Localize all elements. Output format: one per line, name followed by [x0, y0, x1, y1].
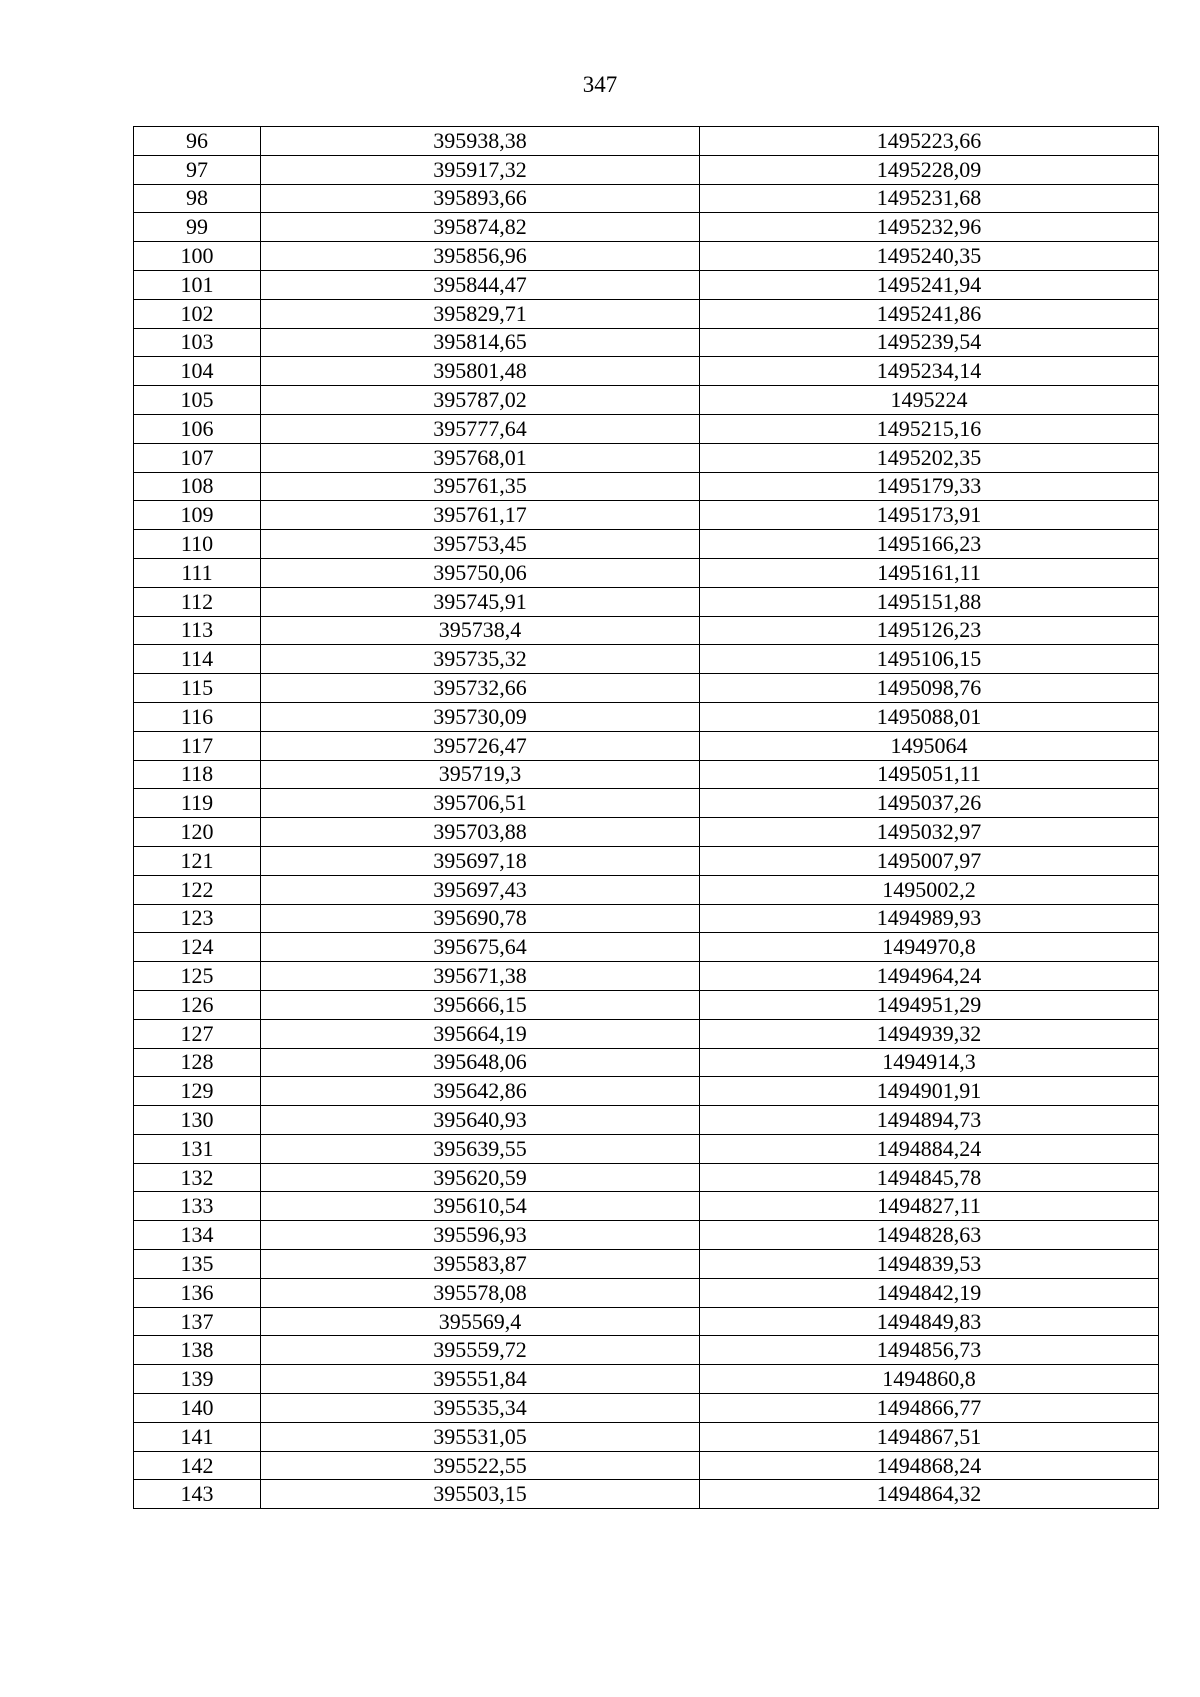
x-coordinate-cell: 395753,45 — [261, 530, 700, 559]
point-number-cell: 119 — [134, 789, 261, 818]
y-coordinate-cell: 1495224 — [700, 386, 1159, 415]
table-row — [134, 184, 1159, 213]
y-coordinate-cell: 1495241,94 — [700, 270, 1159, 299]
y-coordinate-cell: 1495098,76 — [700, 674, 1159, 703]
y-coordinate-cell: 1495234,14 — [700, 357, 1159, 386]
x-coordinate-cell: 395703,88 — [261, 818, 700, 847]
table-row — [134, 904, 1159, 933]
point-number-cell: 109 — [134, 501, 261, 530]
point-number-cell: 121 — [134, 846, 261, 875]
y-coordinate-cell: 1494989,93 — [700, 904, 1159, 933]
y-coordinate-cell: 1494839,53 — [700, 1250, 1159, 1279]
point-number-cell: 114 — [134, 645, 261, 674]
y-coordinate-cell: 1495106,15 — [700, 645, 1159, 674]
x-coordinate-cell: 395697,43 — [261, 875, 700, 904]
table-row — [134, 1365, 1159, 1394]
y-coordinate-cell: 1495151,88 — [700, 587, 1159, 616]
point-number-cell: 110 — [134, 530, 261, 559]
table-row — [134, 501, 1159, 530]
y-coordinate-cell: 1495202,35 — [700, 443, 1159, 472]
table-row — [134, 875, 1159, 904]
point-number-cell: 127 — [134, 1019, 261, 1048]
x-coordinate-cell: 395531,05 — [261, 1422, 700, 1451]
point-number-cell: 125 — [134, 962, 261, 991]
table-row — [134, 760, 1159, 789]
table-row — [134, 1422, 1159, 1451]
y-coordinate-cell: 1494827,11 — [700, 1192, 1159, 1221]
table-row — [134, 558, 1159, 587]
x-coordinate-cell: 395844,47 — [261, 270, 700, 299]
table-row — [134, 789, 1159, 818]
table-row — [134, 587, 1159, 616]
point-number-cell: 108 — [134, 472, 261, 501]
table-row — [134, 213, 1159, 242]
x-coordinate-cell: 395719,3 — [261, 760, 700, 789]
table-row — [134, 702, 1159, 731]
table-row — [134, 530, 1159, 559]
x-coordinate-cell: 395730,09 — [261, 702, 700, 731]
x-coordinate-cell: 395535,34 — [261, 1394, 700, 1423]
table-row — [134, 933, 1159, 962]
point-number-cell: 101 — [134, 270, 261, 299]
point-number-cell: 120 — [134, 818, 261, 847]
x-coordinate-cell: 395829,71 — [261, 299, 700, 328]
point-number-cell: 115 — [134, 674, 261, 703]
table-row — [134, 1163, 1159, 1192]
y-coordinate-cell: 1495215,16 — [700, 414, 1159, 443]
x-coordinate-cell: 395745,91 — [261, 587, 700, 616]
page-number: 347 — [582, 72, 618, 97]
point-number-cell: 96 — [134, 127, 261, 156]
y-coordinate-cell: 1494901,91 — [700, 1077, 1159, 1106]
x-coordinate-cell: 395583,87 — [261, 1250, 700, 1279]
point-number-cell: 116 — [134, 702, 261, 731]
y-coordinate-cell: 1495173,91 — [700, 501, 1159, 530]
x-coordinate-cell: 395503,15 — [261, 1480, 700, 1509]
y-coordinate-cell: 1494970,8 — [700, 933, 1159, 962]
table-row — [134, 846, 1159, 875]
y-coordinate-cell: 1494884,24 — [700, 1134, 1159, 1163]
y-coordinate-cell: 1495007,97 — [700, 846, 1159, 875]
point-number-cell: 112 — [134, 587, 261, 616]
x-coordinate-cell: 395610,54 — [261, 1192, 700, 1221]
point-number-cell: 104 — [134, 357, 261, 386]
y-coordinate-cell: 1495161,11 — [700, 558, 1159, 587]
point-number-cell: 98 — [134, 184, 261, 213]
table-row — [134, 386, 1159, 415]
point-number-cell: 128 — [134, 1048, 261, 1077]
table-row — [134, 1134, 1159, 1163]
point-number-cell: 103 — [134, 328, 261, 357]
y-coordinate-cell: 1495064 — [700, 731, 1159, 760]
table-row — [134, 990, 1159, 1019]
point-number-cell: 135 — [134, 1250, 261, 1279]
x-coordinate-cell: 395596,93 — [261, 1221, 700, 1250]
y-coordinate-cell: 1494914,3 — [700, 1048, 1159, 1077]
table-row — [134, 1451, 1159, 1480]
y-coordinate-cell: 1495166,23 — [700, 530, 1159, 559]
y-coordinate-cell: 1495179,33 — [700, 472, 1159, 501]
point-number-cell: 139 — [134, 1365, 261, 1394]
x-coordinate-cell: 395640,93 — [261, 1106, 700, 1135]
table-row — [134, 818, 1159, 847]
x-coordinate-cell: 395856,96 — [261, 242, 700, 271]
point-number-cell: 118 — [134, 760, 261, 789]
x-coordinate-cell: 395938,38 — [261, 127, 700, 156]
point-number-cell: 143 — [134, 1480, 261, 1509]
table-row — [134, 674, 1159, 703]
x-coordinate-cell: 395706,51 — [261, 789, 700, 818]
point-number-cell: 100 — [134, 242, 261, 271]
y-coordinate-cell: 1494951,29 — [700, 990, 1159, 1019]
point-number-cell: 131 — [134, 1134, 261, 1163]
x-coordinate-cell: 395750,06 — [261, 558, 700, 587]
point-number-cell: 133 — [134, 1192, 261, 1221]
x-coordinate-cell: 395874,82 — [261, 213, 700, 242]
x-coordinate-cell: 395761,17 — [261, 501, 700, 530]
x-coordinate-cell: 395559,72 — [261, 1336, 700, 1365]
x-coordinate-cell: 395639,55 — [261, 1134, 700, 1163]
table-row — [134, 1192, 1159, 1221]
y-coordinate-cell: 1494939,32 — [700, 1019, 1159, 1048]
y-coordinate-cell: 1495232,96 — [700, 213, 1159, 242]
table-row — [134, 1221, 1159, 1250]
point-number-cell: 117 — [134, 731, 261, 760]
point-number-cell: 122 — [134, 875, 261, 904]
table-row — [134, 357, 1159, 386]
y-coordinate-cell: 1495002,2 — [700, 875, 1159, 904]
table-row — [134, 328, 1159, 357]
x-coordinate-cell: 395768,01 — [261, 443, 700, 472]
x-coordinate-cell: 395761,35 — [261, 472, 700, 501]
x-coordinate-cell: 395697,18 — [261, 846, 700, 875]
y-coordinate-cell: 1495240,35 — [700, 242, 1159, 271]
point-number-cell: 141 — [134, 1422, 261, 1451]
table-row — [134, 1278, 1159, 1307]
point-number-cell: 102 — [134, 299, 261, 328]
y-coordinate-cell: 1495239,54 — [700, 328, 1159, 357]
point-number-cell: 129 — [134, 1077, 261, 1106]
x-coordinate-cell: 395671,38 — [261, 962, 700, 991]
table-row — [134, 414, 1159, 443]
table-row — [134, 1336, 1159, 1365]
table-row — [134, 616, 1159, 645]
y-coordinate-cell: 1494964,24 — [700, 962, 1159, 991]
table-row — [134, 472, 1159, 501]
x-coordinate-cell: 395620,59 — [261, 1163, 700, 1192]
coordinates-table — [133, 126, 1159, 1509]
table-row — [134, 1048, 1159, 1077]
table-row — [134, 443, 1159, 472]
x-coordinate-cell: 395893,66 — [261, 184, 700, 213]
point-number-cell: 136 — [134, 1278, 261, 1307]
y-coordinate-cell: 1494868,24 — [700, 1451, 1159, 1480]
y-coordinate-cell: 1494842,19 — [700, 1278, 1159, 1307]
table-row — [134, 1394, 1159, 1423]
table-row — [134, 1480, 1159, 1509]
point-number-cell: 97 — [134, 155, 261, 184]
y-coordinate-cell: 1494866,77 — [700, 1394, 1159, 1423]
point-number-cell: 106 — [134, 414, 261, 443]
point-number-cell: 138 — [134, 1336, 261, 1365]
x-coordinate-cell: 395738,4 — [261, 616, 700, 645]
x-coordinate-cell: 395675,64 — [261, 933, 700, 962]
table-row — [134, 1307, 1159, 1336]
table-row — [134, 1106, 1159, 1135]
y-coordinate-cell: 1494894,73 — [700, 1106, 1159, 1135]
table-row — [134, 1077, 1159, 1106]
x-coordinate-cell: 395642,86 — [261, 1077, 700, 1106]
x-coordinate-cell: 395522,55 — [261, 1451, 700, 1480]
point-number-cell: 113 — [134, 616, 261, 645]
y-coordinate-cell: 1495051,11 — [700, 760, 1159, 789]
point-number-cell: 142 — [134, 1451, 261, 1480]
point-number-cell: 107 — [134, 443, 261, 472]
point-number-cell: 123 — [134, 904, 261, 933]
point-number-cell: 132 — [134, 1163, 261, 1192]
y-coordinate-cell: 1494849,83 — [700, 1307, 1159, 1336]
x-coordinate-cell: 395666,15 — [261, 990, 700, 1019]
y-coordinate-cell: 1494828,63 — [700, 1221, 1159, 1250]
point-number-cell: 137 — [134, 1307, 261, 1336]
y-coordinate-cell: 1495126,23 — [700, 616, 1159, 645]
y-coordinate-cell: 1494856,73 — [700, 1336, 1159, 1365]
table-row — [134, 242, 1159, 271]
x-coordinate-cell: 395569,4 — [261, 1307, 700, 1336]
y-coordinate-cell: 1494860,8 — [700, 1365, 1159, 1394]
y-coordinate-cell: 1495228,09 — [700, 155, 1159, 184]
x-coordinate-cell: 395578,08 — [261, 1278, 700, 1307]
table-row — [134, 1250, 1159, 1279]
coordinates-table-body — [134, 127, 1159, 1509]
x-coordinate-cell: 395801,48 — [261, 357, 700, 386]
point-number-cell: 105 — [134, 386, 261, 415]
table-row — [134, 127, 1159, 156]
y-coordinate-cell: 1495088,01 — [700, 702, 1159, 731]
x-coordinate-cell: 395726,47 — [261, 731, 700, 760]
table-row — [134, 1019, 1159, 1048]
x-coordinate-cell: 395732,66 — [261, 674, 700, 703]
y-coordinate-cell: 1494845,78 — [700, 1163, 1159, 1192]
y-coordinate-cell: 1495037,26 — [700, 789, 1159, 818]
table-row — [134, 645, 1159, 674]
x-coordinate-cell: 395551,84 — [261, 1365, 700, 1394]
y-coordinate-cell: 1495223,66 — [700, 127, 1159, 156]
point-number-cell: 130 — [134, 1106, 261, 1135]
y-coordinate-cell: 1495032,97 — [700, 818, 1159, 847]
table-row — [134, 155, 1159, 184]
table-row — [134, 299, 1159, 328]
point-number-cell: 124 — [134, 933, 261, 962]
table-row — [134, 270, 1159, 299]
x-coordinate-cell: 395648,06 — [261, 1048, 700, 1077]
y-coordinate-cell: 1494867,51 — [700, 1422, 1159, 1451]
x-coordinate-cell: 395735,32 — [261, 645, 700, 674]
y-coordinate-cell: 1495241,86 — [700, 299, 1159, 328]
table-row — [134, 731, 1159, 760]
x-coordinate-cell: 395664,19 — [261, 1019, 700, 1048]
point-number-cell: 126 — [134, 990, 261, 1019]
point-number-cell: 111 — [134, 558, 261, 587]
y-coordinate-cell: 1495231,68 — [700, 184, 1159, 213]
x-coordinate-cell: 395777,64 — [261, 414, 700, 443]
x-coordinate-cell: 395814,65 — [261, 328, 700, 357]
point-number-cell: 134 — [134, 1221, 261, 1250]
x-coordinate-cell: 395917,32 — [261, 155, 700, 184]
x-coordinate-cell: 395690,78 — [261, 904, 700, 933]
point-number-cell: 140 — [134, 1394, 261, 1423]
point-number-cell: 99 — [134, 213, 261, 242]
table-row — [134, 962, 1159, 991]
x-coordinate-cell: 395787,02 — [261, 386, 700, 415]
y-coordinate-cell: 1494864,32 — [700, 1480, 1159, 1509]
